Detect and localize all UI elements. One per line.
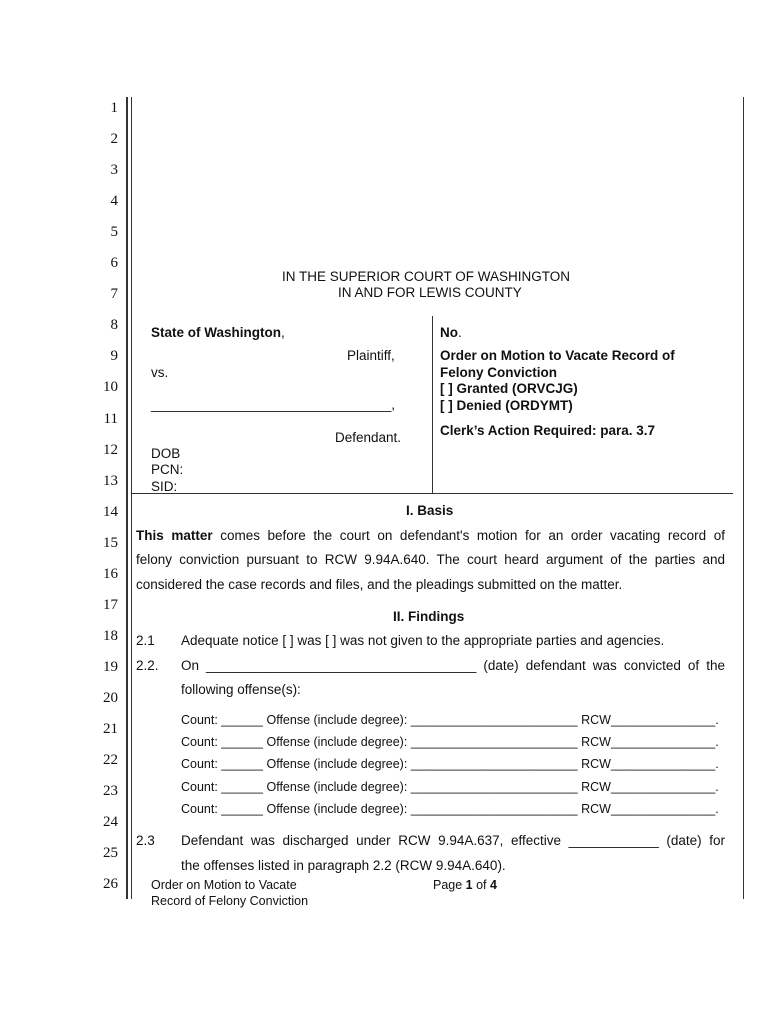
plaintiff-name	[151, 324, 285, 341]
line-number: 22	[103, 752, 118, 769]
caption-divider	[432, 316, 433, 494]
count-row: Count: ______ Offense (include degree): ________________________ RCW_______________.	[181, 757, 719, 771]
defendant-name-blank: ________________________________,	[151, 397, 396, 412]
finding-2-1-text: Adequate notice [ ] was [ ] was not given to the appropriate parties and agencies.	[181, 633, 665, 648]
line-number: 20	[103, 689, 118, 706]
footer-title-line2: Record of Felony Conviction	[151, 894, 309, 908]
basis-lead-bold: This matter	[136, 528, 213, 543]
left-margin-rule-inner	[131, 97, 132, 899]
order-title-line1: Order on Motion to Vacate Record of	[440, 348, 675, 363]
finding-2-3-line1: Defendant was discharged under RCW 9.94A.637, effective ____________ (date) for	[181, 833, 725, 848]
case-number	[440, 324, 462, 341]
case-number-label: No	[440, 325, 458, 340]
right-margin-rule	[743, 97, 744, 899]
finding-2-2-number: 2.2.	[136, 658, 159, 673]
line-number: 7	[110, 286, 118, 303]
versus-label: vs.	[151, 365, 169, 380]
plaintiff-comma: ,	[281, 325, 285, 340]
pcn-label: PCN:	[151, 462, 184, 477]
line-number: 9	[110, 348, 118, 365]
line-number: 11	[103, 410, 118, 427]
line-number: 17	[103, 596, 118, 613]
count-row: Count: ______ Offense (include degree): ________________________ RCW_______________.	[181, 802, 719, 816]
finding-2-2-line1: On ____________________________________ (date) defendant was convicted of the	[181, 658, 725, 673]
basis-line1-rest: comes before the court on defendant's motion for an order vacating record of	[212, 528, 725, 543]
line-number: 26	[103, 876, 118, 893]
caption-bottom-rule	[132, 493, 733, 494]
finding-2-2-line2: following offense(s):	[181, 682, 301, 697]
page-prefix: Page	[433, 878, 466, 892]
left-margin-rule-outer	[126, 97, 128, 899]
count-row: Count: ______ Offense (include degree): ________________________ RCW_______________.	[181, 713, 719, 727]
findings-heading: II. Findings	[393, 609, 465, 624]
basis-line1	[136, 527, 725, 544]
granted-checkbox-line: [ ] Granted (ORVCJG)	[440, 381, 578, 396]
line-number: 16	[103, 565, 118, 582]
line-number: 25	[103, 845, 118, 862]
line-number: 2	[110, 131, 118, 148]
count-row: Count: ______ Offense (include degree): ________________________ RCW_______________.	[181, 735, 719, 749]
court-heading-line2: IN AND FOR LEWIS COUNTY	[338, 285, 522, 300]
plaintiff-name-text: State of Washington	[151, 325, 281, 340]
case-number-period: .	[458, 325, 462, 340]
line-number: 14	[103, 503, 118, 520]
line-number: 23	[103, 783, 118, 800]
sid-label: SID:	[151, 479, 178, 494]
line-number: 13	[103, 472, 118, 489]
count-row: Count: ______ Offense (include degree): ________________________ RCW_______________.	[181, 780, 719, 794]
line-number: 21	[103, 721, 118, 737]
line-number: 4	[110, 193, 118, 210]
line-number: 12	[103, 441, 118, 458]
order-title-line2: Felony Conviction	[440, 365, 558, 380]
footer-title-line1: Order on Motion to Vacate	[151, 878, 297, 892]
defendant-label: Defendant.	[335, 430, 402, 445]
finding-2-1-number: 2.1	[136, 633, 155, 648]
plaintiff-label: Plaintiff,	[347, 348, 395, 363]
line-number: 24	[103, 814, 118, 831]
page-current: 1	[465, 878, 473, 892]
page-total: 4	[490, 878, 497, 892]
line-number: 19	[103, 658, 118, 675]
line-number: 1	[110, 100, 118, 116]
line-number: 15	[103, 534, 118, 551]
line-number: 10	[103, 379, 118, 396]
finding-2-3-number: 2.3	[136, 833, 155, 848]
line-number: 8	[110, 317, 118, 334]
footer-page-number	[433, 877, 497, 894]
page-of: of	[472, 878, 490, 892]
basis-line3: considered the case records and files, and the pleadings submitted on the matter.	[136, 577, 623, 592]
clerk-action-note: Clerk’s Action Required: para. 3.7	[440, 423, 656, 438]
line-number: 18	[103, 627, 118, 644]
dob-label: DOB	[151, 446, 181, 461]
line-number: 6	[110, 255, 118, 272]
basis-heading: I. Basis	[406, 503, 454, 518]
denied-checkbox-line: [ ] Denied (ORDYMT)	[440, 398, 573, 413]
line-number: 3	[110, 162, 118, 179]
basis-line2: felony conviction pursuant to RCW 9.94A.640. The court heard argument of the parties and	[136, 552, 725, 567]
court-heading-line1: IN THE SUPERIOR COURT OF WASHINGTON	[282, 269, 571, 284]
line-number: 5	[110, 224, 118, 241]
finding-2-3-line2: the offenses listed in paragraph 2.2 (RCW 9.94A.640).	[181, 858, 506, 873]
